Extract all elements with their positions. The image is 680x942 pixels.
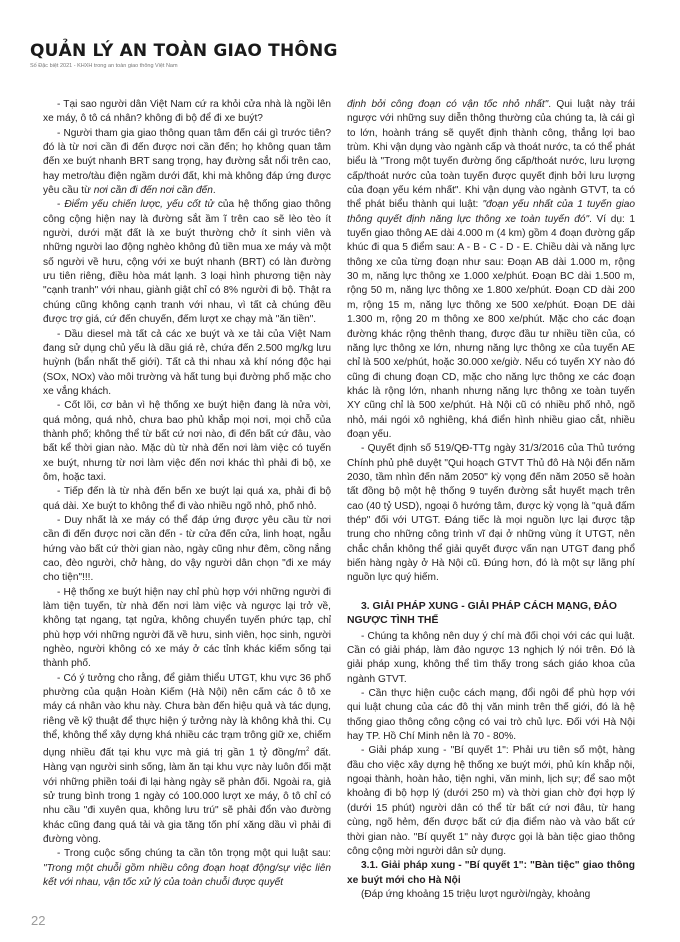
paragraph: - Chúng ta không nên duy ý chí mà đối chọi với các qui luật. Cần có giải pháp, làm đảo ngược 13 nghịch lý nói trên. Đó là giải pháp xung, không thể tìm thấy trong sách giáo khoa của ngành GTVT. [347,630,635,685]
superscript: 2 [305,747,310,754]
page-number: 22 [31,913,46,928]
paragraph-text: . Qui luật này trái ngược với những suy diễn thông thường của chúng ta, là cái gì to lớn, hoành tráng sẽ quyết định thành công, thắng lợi bao trùm. Khi vận dụng vào ngành cấp và thoát nước, ta có thể phát biểu là "Trong một tuyến đường ống cấp/thoát nước, lưu lượng cấp/thoát nước của toàn tuyến được quyết định bởi lưu lượng của đoạn yếu kém nhất". Khi vận dụng vào ngành GTVT, ta có thể phát biểu thành qui luật: [347,99,635,211]
section-heading: 3. GIẢI PHÁP XUNG - GIẢI PHÁP CÁCH MẠNG, ĐẢO NGƯỢC TÌNH THẾ [347,600,617,627]
paragraph: - Cần thực hiện cuộc cách mạng, đổi ngôi để phù hợp với qui luật chung của các đô thị văn minh trên thế giới, đó là hệ thống giao thông công cộng có vai trò chủ lực. Đối với Hà Nội hay TP. Hồ Chí Minh nên là 70 - 80%. [347,688,635,743]
paragraph [43,672,331,848]
issue-subtitle: Số Đặc biệt 2021 - KHXH trong an toàn giao thông Việt Nam [30,63,178,69]
paragraph-text: . [212,185,216,197]
paragraph: - Duy nhất là xe máy có thể đáp ứng được yêu cầu từ nơi cần đi đến được nơi cần đến - từ cửa đến cửa, linh hoạt, ngẫu hứng vào bất cứ thời gian nào, ngày cũng như đêm, cồng nắng cao, đèo người, chở hàng, do vậy người dân chọn "đi xe máy cho tiện"!!!. [43,514,331,584]
paragraph-text: - Trong cuộc sống chúng ta cần tôn trọng một qui luật sau: [57,848,331,860]
paragraph-text: của hệ thống giao thông công cộng hiện nay là đường sắt ầm ĩ trên cao sẽ lèo tèo ít người, dưới mặt đất là xe buýt thường chở ít sinh viên và những người lao động nghèo không đủ tiền mua xe máy và một số người về hưu, cộng với xe buýt nhanh (BRT) có làn đường ưu tiên riêng, điều hòa mát lạnh. 3 loại hình phương tiện này "cạnh tranh" với nhau, giành giật chỉ có 8% người đi bộ. Thật ra chúng cũng không cạnh tranh với nhau, vì tất cả chúng đều được trợ giá, cứ đến chuyến, đếm lượt xe chạy mà "ăn tiền". [43,199,331,326]
italic-phrase: Điểm yếu chiến lược, yếu cốt tử [64,199,214,211]
paragraph-text: . Ví dụ: 1 tuyến giao thông AE dài 4.000 m (4 km) gồm 4 đoạn đường gấp khúc đi qua 5 điểm sau: A - B - C - D - E. Chiều dài và năng lực thông xe của từng đoạn như sau: Đoạn AB dài 1.000 m, rộng 30 m, năng lực thông xe 1.000 xe/phút. Đoạn BC dài 1.500 m, rộng 50 m, năng lực thông xe 1.800 xe/phút. Đoạn CD dài 200 m, rộng 15 m, năng lực thông xe 500 xe/phút. Đoạn DE dài 1.300 m, rộng 20 m thông xe 800 xe/phút. Mặc cho các đoạn đường khác rộng thênh thang, được đầu tư nhiều tiền của, có năng lực thông xe lớn, nhưng năng lực thông xe của tuyến AE chỉ là 500 xe/phút, hoặc 30.000 xe/giờ. Nếu có tuyến XY nào đó cũng đi chung đoạn CD, mặc cho năng lực thông xe các đoạn khác là rộng lớn, nhanh nhưng năng lực thông xe toàn tuyến XY cũng chỉ là 500 xe/phút. Hà Nội cũ có nhiều phố nhỏ, ngõ nhỏ, mái ngói xô nghiêng, khá điển hình nhiều giao cắt, nhiều đoạn yếu. [347,213,636,440]
italic-quote: định bởi công đoạn có vận tốc nhỏ nhất" [347,99,549,110]
page-header [30,42,650,70]
italic-quote: "Trong một chuỗi gồm nhiều công đoạn hoạt động/sự việc liên kết với nhau, vận tốc xử lý của toàn chuỗi được quyết [43,862,331,888]
magazine-section-title: QUẢN LÝ AN TOÀN GIAO THÔNG [30,41,338,61]
paragraph [43,198,331,327]
paragraph-text: - Người tham gia giao thông quan tâm đến cái gì trước tiên? đó là từ nơi cần đi đến được nơi cần đến; họ không quan tâm đến xe buýt nhanh BRT sang trọng, hay đường sắt nổi trên cao, hay metro/tàu điện ngầm dưới đất, khi mà không đáp ứng được yêu cầu từ [43,127,331,197]
paragraph: - Hệ thống xe buýt hiện nay chỉ phù hợp với những người đi làm tiện tuyến, từ nhà đến nơi làm việc và ngược lại trở về, không tạt ngang, tạt ngửa, không chuyển tuyến phức tạp, chỉ phù hợp với những người đã về hưu, sinh viên, học sinh, người nghèo, người không có xe máy ở các tỉnh khác kiếm sống tại thành phố. [43,586,331,670]
section-spacer [347,586,635,600]
paragraph [43,127,331,199]
paragraph-text: - [57,199,65,211]
paragraph-text: đất. Hàng vạn người sinh sống, làm ăn tại khu vực này luôn đối mặt với những phiền toái đi lại hàng ngày sẽ phản đối. Ngoài ra, giả sử trung bình trong 1 ngày có 100.000 lượt xe máy, ô tô chỉ có nhu cầu "đi xuyên qua, không lưu trú" sẽ phải đổn vào đường khác cũng đang quá tải và gia tăng tốn phí xăng dầu vì phải đi đường vòng. [43,747,332,845]
italic-quote: "đoạn yếu nhất của 1 tuyến giao thông quyết định năng lực thông xe toàn tuyến đó" [347,199,635,225]
paragraph: - Dầu diesel mà tất cả các xe buýt và xe tải của Việt Nam đang sử dụng chủ yếu là dầu giá rẻ, chứa đến 2.500 mg/kg lưu huỳnh (bẩn nhất thế giới). Tất cả thi nhau xả khí nóng độc hại (SOx, NOx) vào môi trường và hất tung bụi đường phố mặc cho xe vắng khách. [43,328,331,397]
left-column [43,98,331,893]
paragraph: - Tại sao người dân Việt Nam cứ ra khỏi cửa nhà là ngồi lên xe máy, ô tô cá nhân? không đi bộ để đi xe buýt? [43,99,331,125]
paragraph: - Cốt lõi, cơ bản vì hệ thống xe buýt hiện đang là nửa vời, quá mỏng, quá nhỏ, chưa bao phủ khắp mọi nơi, mọi chỗ của thành phố; không thể từ bất cứ nơi nào, đi đến bất cứ đâu, vào bất kể thời gian nào. Mặc dù từ nhà đến nơi làm việc có tuyến xe buýt, nhưng từ nơi làm việc đến nơi khác thì phải đi bộ, xe ôm, hoặc taxi. [43,400,331,483]
paragraph: - Quyết định số 519/QĐ-TTg ngày 31/3/2016 của Thủ tướng Chính phủ phê duyệt "Qui hoạch GTVT Thủ đô Hà Nội đến năm 2030, tầm nhìn đến năm 2050" kỳ vọng đến năm 2050 sẽ hoàn tất đồng bộ một hệ thống 9 tuyến đường sắt huyết mạch trên cao (40 tỷ USD), ngoại ô hướng tâm, được kỳ vọng là "quả đấm thép" đối với UTGT. Đáng tiếc là mọi nguồn lực lại được tập trung cho những công trình vĩ đại ở những vùng ít UTGT, nên chắc chắn không thể giải quyết được vấn nạn UTGT đang phổ biến hàng ngày ở Hà Nội cũ. Đúng hơn, đó là một sự lãng phí nguồn lực quý hiếm. [347,443,635,584]
paragraph-text: - Có ý tưởng cho rằng, để giảm thiểu UTGT, khu vực 36 phố phường của quận Hoàn Kiếm (Hà Nội) nên cấm các ô tô xe máy cá nhân vào khu này. Chưa bàn đến hiệu quả và tác dụng, riêng về kỹ thuật để thực hiện ý tưởng này là không khả thi. Cụ thể, không thể xây dựng khá nhiều các trạm trông giữ xe, chiếm dụng nhiều đất tại khu vực mà giá trị gần 1 tỷ đồng/m [43,672,331,759]
italic-phrase: nơi cần đi đến nơi cần đến [93,185,213,197]
paragraph [347,98,635,442]
paragraph: (Đáp ứng khoảng 15 triệu lượt người/ngày, khoảng [361,889,591,900]
paragraph [43,847,331,890]
subsection-heading: 3.1. Giải pháp xung - "Bí quyết 1": "Bàn tiệc" giao thông xe buýt mới cho Hà Nội [347,860,635,886]
right-column [347,98,636,900]
paragraph: - Tiếp đến là từ nhà đến bến xe buýt lại quá xa, phải đi bộ quá dài. Xe buýt to không thể đi vào nhiều ngõ nhỏ, phố nhỏ. [43,486,331,512]
paragraph: - Giải pháp xung - "Bí quyết 1": Phải ưu tiên số một, hàng đầu cho việc xây dựng hệ thống xe buýt mới, phủ kín khắp nội, ngoại thành, hoàn hảo, tiện nghi, văn minh, lịch sự; để sao một khoảng đi bộ hợp lý (dưới 250 m) và thời gian chờ đợi hợp lý (dưới 15 phút) người dân có thể từ bất cứ nơi đâu, từ hang cùng, ngõ hẻm, đến được bất cứ địa điểm nào và vào bất cứ thời gian nào. "Bí quyết 1" này được gọi là bàn tiệc giao thông công cộng mời người dân sử dụng. [347,745,635,857]
